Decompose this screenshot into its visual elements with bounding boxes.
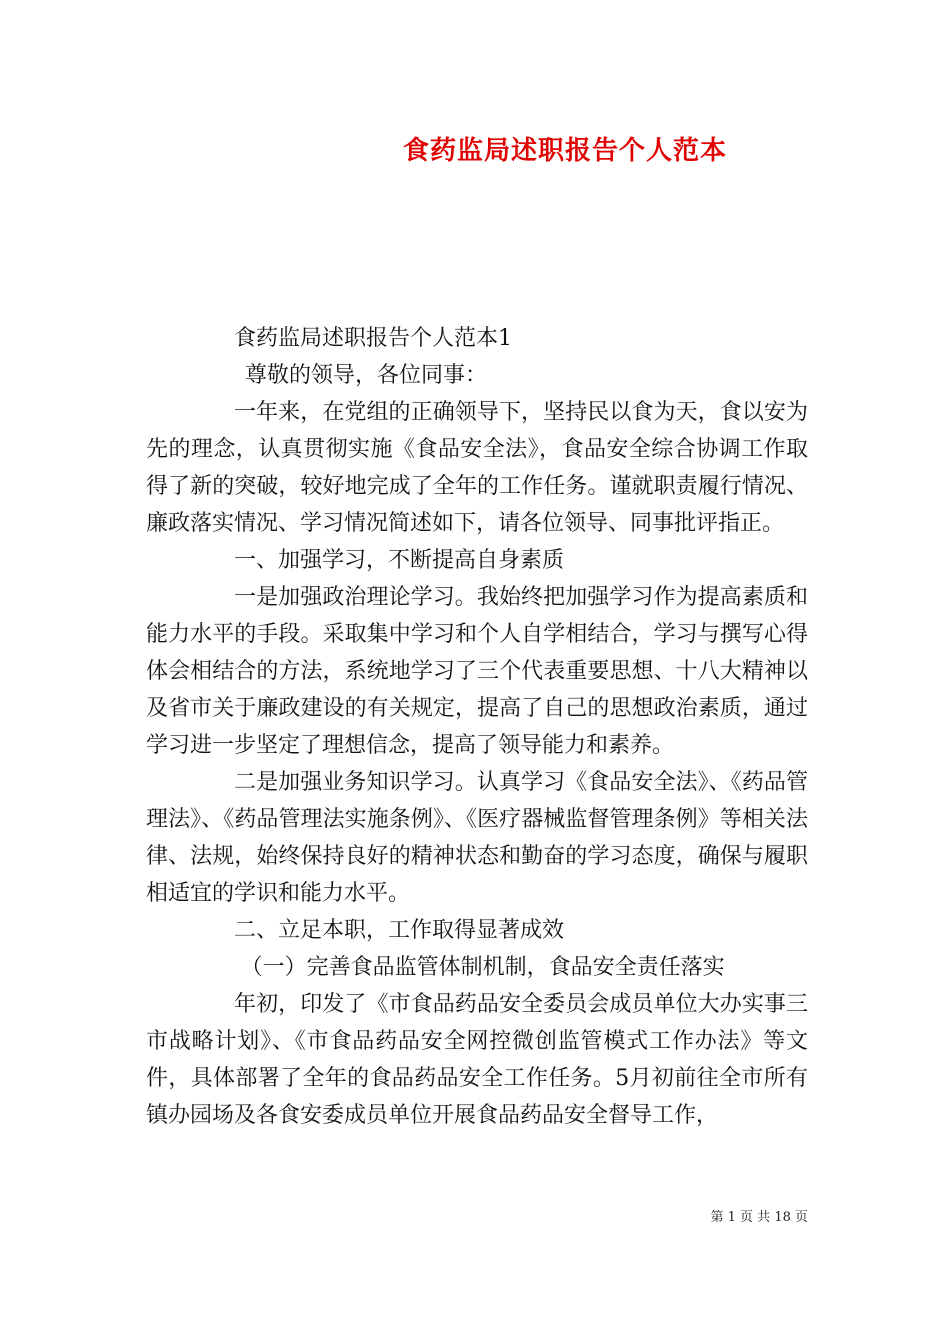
document-title: 食药监局述职报告个人范本	[402, 136, 727, 166]
paragraph-intro: 一年来，在党组的正确领导下，坚持民以食为天，食以安为先的理念，认真贯彻实施《食品安全法》，食品安全综合协调工作取得了新的突破，较好地完成了全年的工作任务。谨就职责履行情况、廉政落实情况、学习情况简述如下，请各位领导、同事批评指正。	[146, 400, 808, 536]
paragraph-political-study: 一是加强政治理论学习。我始终把加强学习作为提高素质和能力水平的手段。采取集中学习和个人自学相结合，学习与撰写心得体会相结合的方法，系统地学习了三个代表重要思想、十八大精神以及省市关于廉政建设的有关规定，提高了自己的思想政治素质，通过学习进一步坚定了理想信念，提高了领导能力和素养。	[146, 585, 808, 758]
section-heading-2: 二、立足本职，工作取得显著成效	[234, 918, 565, 943]
page-number: 第 1 页 共 18 页	[710, 1210, 808, 1225]
section-heading-1: 一、加强学习，不断提高自身素质	[234, 548, 565, 573]
paragraph-year-start: 年初，印发了《市食品药品安全委员会成员单位大办实事三市战略计划》、《市食品药品安全网控微创监管模式工作办法》等文件，具体部署了全年的食品药品安全工作任务。5月初前往全市所有镇办园场及各食安委成员单位开展食品药品安全督导工作，	[146, 992, 808, 1128]
document-subtitle: 食药监局述职报告个人范本1	[234, 326, 512, 351]
document-body	[146, 320, 808, 1134]
subsection-heading-1: （一）完善食品监管体制机制，食品安全责任落实	[240, 955, 725, 980]
paragraph-business-study: 二是加强业务知识学习。认真学习《食品安全法》、《药品管理法》、《药品管理法实施条例》、《医疗器械监督管理条例》等相关法律、法规，始终保持良好的精神状态和勤奋的学习态度，确保与履职相适宜的学识和能力水平。	[146, 770, 808, 906]
salutation: 尊敬的领导，各位同事：	[245, 363, 488, 388]
